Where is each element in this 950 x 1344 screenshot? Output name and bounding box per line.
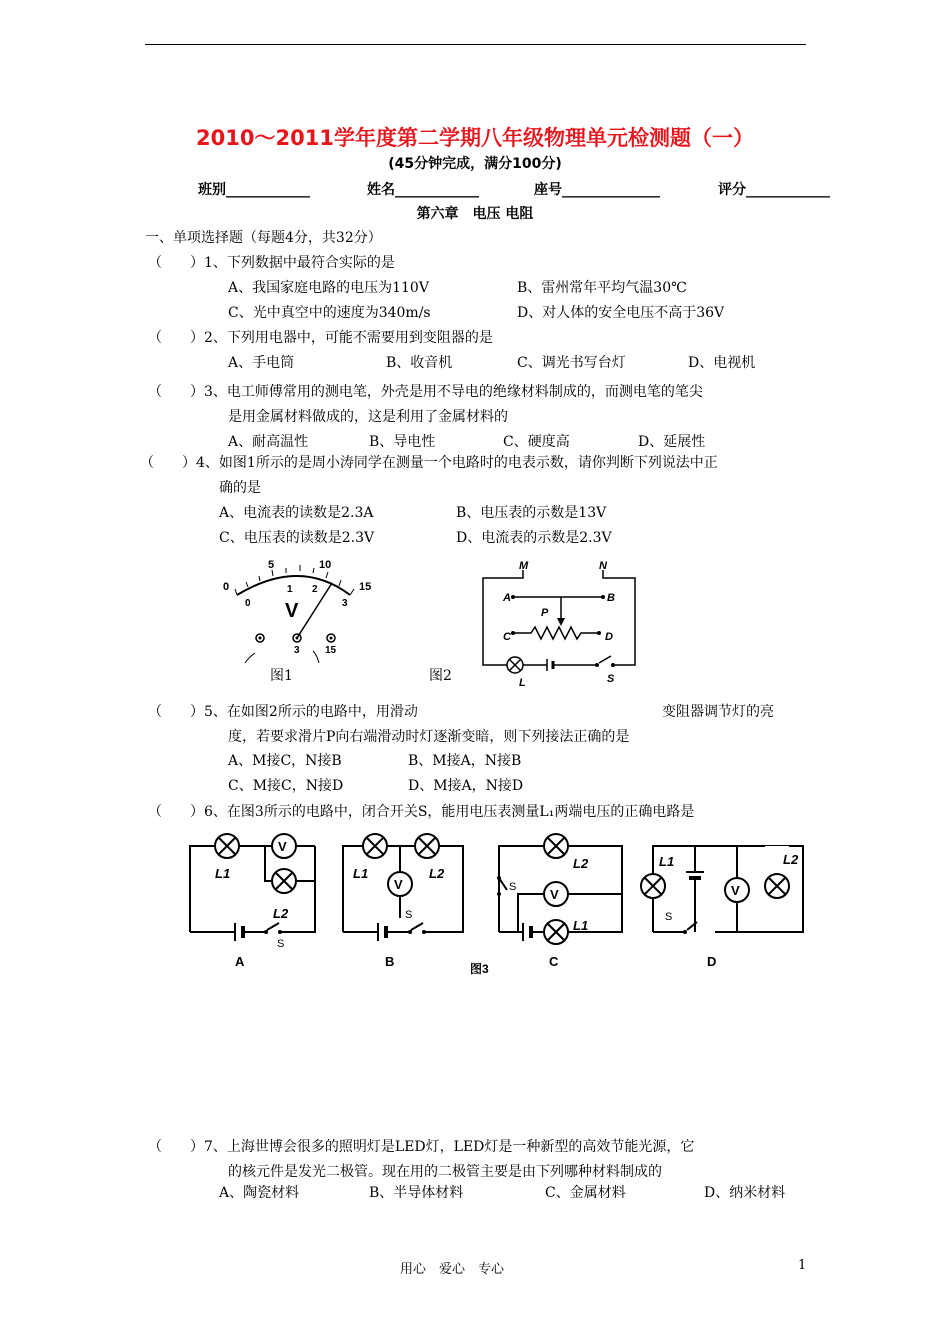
q7-stem: （ ）7、上海世博会很多的照明灯是LED灯，LED灯是一种新型的高效节能光源，它 — [148, 1139, 695, 1155]
page-number: 1 — [798, 1258, 807, 1273]
fig2-label-n: N — [599, 560, 607, 572]
fig2-label-m: M — [519, 560, 529, 572]
q7-stem-cont: 的核元件是发光二极管。现在用的二极管主要是由下列哪种材料制成的 — [228, 1164, 662, 1180]
fig1-scale-top-5: 5 — [268, 559, 275, 571]
q5-option-d: D、M接A，N接D — [408, 778, 524, 794]
fig1-scale-bottom-3: 3 — [342, 598, 348, 609]
fig1-terminal-15: 15 — [325, 645, 337, 656]
fig2-label-b: B — [607, 592, 615, 604]
q3-option-a: A、耐高温性 — [228, 434, 309, 450]
q7-option-b: B、半导体材料 — [369, 1185, 464, 1201]
q1-stem: （ ）1、下列数据中最符合实际的是 — [148, 255, 395, 271]
fig3-d-l2: L2 — [783, 852, 799, 867]
fig2-label-c: C — [503, 631, 511, 643]
fig3-b-l2: L2 — [429, 866, 445, 881]
page-subtitle: (45分钟完成，满分100分) — [388, 156, 562, 172]
q7-option-a: A、陶瓷材料 — [219, 1185, 300, 1201]
fig3-c-voltmeter: V — [550, 887, 559, 902]
fig3-a-l2: L2 — [273, 906, 289, 921]
q5-stem-cont: 度，若要求滑片P向右端滑动时灯逐渐变暗，则下列接法正确的是 — [228, 729, 630, 745]
q1-option-a: A、我国家庭电路的电压为110V — [228, 280, 429, 296]
fig1-terminal-3: 3 — [294, 645, 300, 656]
fig2-label-a: A — [503, 592, 511, 604]
figure-1-label: 图1 — [270, 668, 293, 684]
fig2-label-l: L — [519, 677, 526, 689]
field-class: 班别____________ — [198, 182, 310, 198]
section-heading: 一、单项选择题（每题4分，共32分） — [145, 230, 382, 246]
figure-2-label: 图2 — [429, 668, 452, 684]
header-rule — [145, 44, 806, 45]
q6-stem: （ ）6、在图3所示的电路中，闭合开关S，能用电压表测量L₁两端电压的正确电路是 — [148, 804, 695, 820]
fig3-option-b: B — [385, 954, 395, 969]
chapter-heading: 第六章 电压 电阻 — [416, 206, 534, 222]
q5-stem-right: 变阻器调节灯的亮 — [662, 704, 774, 720]
q5-option-c: C、M接C，N接D — [228, 778, 344, 794]
q2-option-d: D、电视机 — [688, 355, 756, 371]
q1-option-d: D、对人体的安全电压不高于36V — [517, 305, 725, 321]
q7-option-c: C、金属材料 — [545, 1185, 626, 1201]
q1-option-c: C、光中真空中的速度为340m/s — [228, 305, 431, 321]
fig3-option-c: C — [549, 954, 559, 969]
field-score: 评分____________ — [718, 182, 830, 198]
q3-option-c: C、硬度高 — [503, 434, 570, 450]
q3-stem: （ ）3、电工师傅常用的测电笔，外壳是用不导电的绝缘材料制成的，而测电笔的笔尖 — [148, 384, 703, 400]
q4-option-b: B、电压表的示数是13V — [456, 505, 607, 521]
q2-stem: （ ）2、下列用电器中，可能不需要用到变阻器的是 — [148, 330, 493, 346]
fig3-circuit-a — [190, 846, 315, 932]
q4-option-a: A、电流表的读数是2.3A — [219, 505, 374, 521]
q4-option-c: C、电压表的读数是2.3V — [219, 530, 375, 546]
q4-option-d: D、电流表的示数是2.3V — [456, 530, 612, 546]
q2-option-c: C、调光书写台灯 — [517, 355, 626, 371]
q3-stem-cont: 是用金属材料做成的，这是利用了金属材料的 — [228, 409, 508, 425]
fig3-a-l1: L1 — [215, 866, 231, 881]
figure-3-label: 图3 — [470, 962, 489, 976]
q2-option-b: B、收音机 — [386, 355, 453, 371]
fig1-scale-top-15: 15 — [359, 581, 372, 593]
fig2-label-s: S — [607, 673, 615, 685]
q4-stem: （ ）4、如图1所示的是周小涛同学在测量一个电路时的电表示数，请你判断下列说法中正 — [140, 455, 718, 471]
q5-option-a: A、M接C，N接B — [228, 753, 342, 769]
fig3-d-voltmeter: V — [731, 883, 740, 898]
q1-option-b: B、雷州常年平均气温30℃ — [517, 280, 687, 296]
fig2-label-d: D — [605, 631, 613, 643]
fig1-scale-bottom-0: 0 — [245, 598, 251, 609]
fig3-c-s: S — [509, 881, 517, 893]
q4-stem-cont: 确的是 — [219, 480, 261, 496]
field-seat: 座号______________ — [534, 182, 660, 198]
fig3-option-d: D — [707, 954, 717, 969]
q3-option-b: B、导电性 — [369, 434, 436, 450]
fig3-b-s: S — [405, 909, 413, 921]
fig3-c-l2: L2 — [573, 856, 589, 871]
page-title: 2010～2011学年度第二学期八年级物理单元检测题（一） — [196, 126, 754, 150]
fig3-c-l1: L1 — [573, 918, 589, 933]
fig3-b-l1: L1 — [353, 866, 369, 881]
fig3-d-s: S — [665, 911, 673, 923]
q5-option-b: B、M接A，N接B — [408, 753, 522, 769]
fig3-a-voltmeter: V — [278, 839, 287, 854]
fig3-d-l1: L1 — [659, 854, 675, 869]
fig1-scale-bottom-1: 1 — [287, 584, 293, 595]
fig1-scale-top-10: 10 — [319, 559, 332, 571]
fig1-scale-bottom-2: 2 — [312, 584, 318, 595]
q2-option-a: A、手电筒 — [228, 355, 295, 371]
fig1-meter-letter: V — [285, 600, 299, 622]
footer-motto: 用心 爱心 专心 — [400, 1262, 505, 1277]
fig3-option-a: A — [235, 954, 245, 969]
fig3-a-s: S — [277, 938, 285, 950]
figure-3-circuits — [185, 826, 810, 981]
figure-2-circuit — [475, 560, 645, 690]
field-name: 姓名____________ — [367, 182, 479, 198]
figure-1-voltmeter — [215, 555, 385, 665]
q3-option-d: D、延展性 — [638, 434, 706, 450]
fig3-b-voltmeter: V — [394, 877, 403, 892]
q7-option-d: D、纳米材料 — [704, 1185, 786, 1201]
fig1-scale-top-0: 0 — [223, 581, 230, 593]
q5-stem: （ ）5、在如图2所示的电路中，用滑动 — [148, 704, 418, 720]
fig2-label-p: P — [541, 607, 549, 619]
